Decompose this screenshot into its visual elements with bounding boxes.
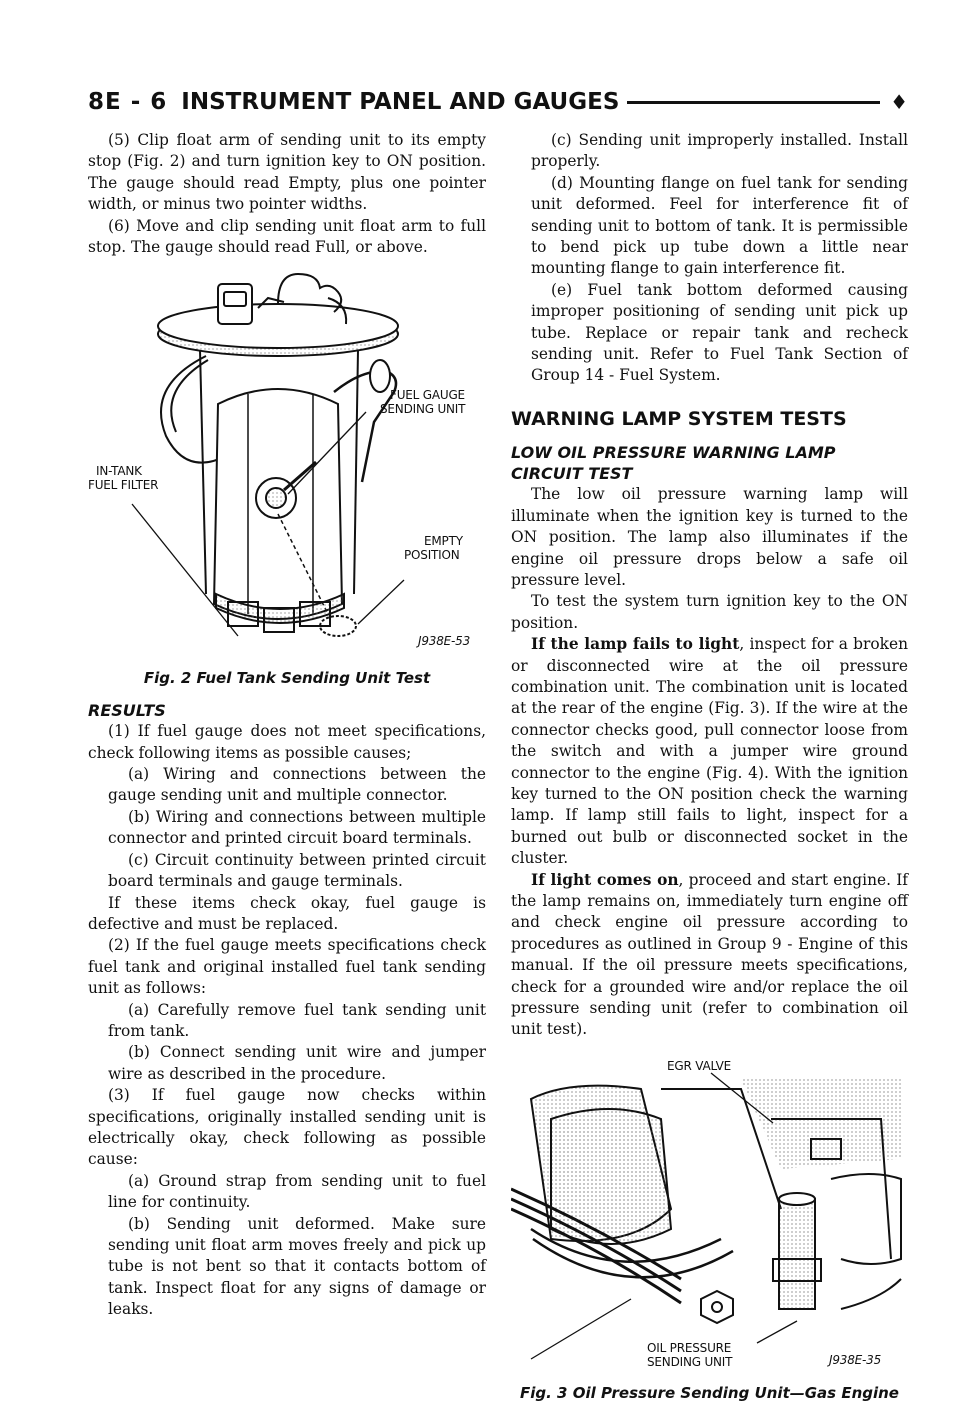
- figure-2-caption: Fig. 2 Fuel Tank Sending Unit Test: [143, 669, 431, 688]
- result-1c: (c) Circuit continuity between printed circuit board terminals and gauge terminals.: [108, 850, 486, 891]
- warning-para-3-lead: If the lamp fails to light: [531, 635, 740, 654]
- label-egr-valve: EGR VALVE: [667, 1058, 732, 1073]
- step-6: (6) Move and clip sending unit float arm to full stop. The gauge should read Full, or above.: [88, 216, 486, 257]
- label-empty: EMPTY: [424, 534, 463, 549]
- sub-heading-line-1: LOW OIL PRESSURE WARNING LAMP: [511, 443, 836, 463]
- warning-para-2: To test the system turn ignition key to the ON position.: [511, 592, 908, 632]
- result-3e: (e) Fuel tank bottom deformed causing improper positioning of sending unit pick up tube. Replace or repair tank and recheck sending unit. Refer to Fuel Tank Section of Group 14 - Fuel System.: [531, 280, 908, 385]
- diamond-icon: ♦: [890, 90, 908, 114]
- left-column: [88, 130, 486, 1321]
- result-2: (2) If the fuel gauge meets specifications check fuel tank and original installed fuel tank sending unit as follows:: [88, 936, 486, 998]
- figure-3: [511, 1059, 908, 1379]
- warning-para-3: [511, 634, 908, 869]
- label-fuel-gauge: FUEL GAUGE: [390, 388, 465, 403]
- result-1a: (a) Wiring and connections between the gauge sending unit and multiple connector.: [108, 765, 486, 805]
- warning-para-4-lead: If light comes on: [531, 870, 679, 889]
- result-3: (3) If fuel gauge now checks within specifications, originally installed sending unit is electrically okay, check following as possible cause:: [88, 1086, 486, 1169]
- right-column: [511, 130, 908, 1414]
- section-title: INSTRUMENT PANEL AND GAUGES: [181, 89, 620, 115]
- label-sending-unit: SENDING UNIT: [380, 402, 466, 417]
- label-oil-pressure: OIL PRESSURE: [647, 1340, 732, 1355]
- label-position: POSITION: [404, 548, 460, 563]
- figure-2: [88, 264, 486, 664]
- result-1d: If these items check okay, fuel gauge is defective and must be replaced.: [88, 893, 486, 933]
- warning-para-1: The low oil pressure warning lamp will illuminate when the ignition key is turned to the ON position. The lamp also illuminates if the engine oil pressure drops below a safe oil pressure level.: [511, 485, 908, 589]
- figure-3-caption: Fig. 3 Oil Pressure Sending Unit—Gas Engine: [520, 1383, 899, 1402]
- result-1b: (b) Wiring and connections between multiple connector and printed circuit board terminals.: [108, 807, 486, 848]
- result-3d: (d) Mounting flange on fuel tank for sending unit deformed. Feel for interference fit of sending unit to bottom of tank. It is permissible to bend pick up tube down a little near mounting flange to gain interference fit.: [531, 173, 908, 278]
- results-heading: RESULTS: [88, 700, 166, 720]
- warning-para-4: [511, 870, 908, 1041]
- step-5: (5) Clip float arm of sending unit to its empty stop (Fig. 2) and turn ignition key to ON position. The gauge should read Empty, plus one pointer width, or minus two pointer widths.: [88, 131, 486, 214]
- page-header: [88, 82, 908, 122]
- result-1: (1) If fuel gauge does not meet specifications, check following items as possible causes;: [88, 722, 486, 762]
- figure-3-code: J938E-35: [829, 1352, 882, 1367]
- result-2b: (b) Connect sending unit wire and jumper wire as described in the procedure.: [108, 1043, 486, 1083]
- header-rule: [627, 101, 880, 104]
- sub-heading-line-2: CIRCUIT TEST: [511, 464, 633, 484]
- warning-para-4-text: , proceed and start engine. If the lamp remains on, immediately turn engine off and check engine oil pressure according to procedures as outlined in Group 9 - Engine of this manual. If the oil pressure meets specifications, check for a grounded wire and/or replace the oil pressure sending unit (refer to combination oil unit test).: [511, 870, 909, 1039]
- label-in-tank: IN-TANK: [96, 464, 142, 479]
- oil-pressure-sending-unit-illustration: [511, 1059, 908, 1379]
- label-fuel-filter: FUEL FILTER: [88, 478, 159, 493]
- label-sending-unit-2: SENDING UNIT: [647, 1354, 733, 1369]
- page-number: 8E - 6: [88, 89, 168, 115]
- result-3a: (a) Ground strap from sending unit to fuel line for continuity.: [108, 1171, 486, 1212]
- result-3c: (c) Sending unit improperly installed. Install properly.: [531, 131, 908, 171]
- fuel-sending-unit-illustration: [88, 264, 486, 664]
- section-heading: WARNING LAMP SYSTEM TESTS: [511, 407, 847, 430]
- figure-code: J938E-53: [418, 634, 471, 649]
- warning-para-3-text: , inspect for a broken or disconnected wire at the oil pressure combination unit. The combination unit is located at the rear of the engine (Fig. 3). If the wire at the connector checks good, pull connector loose from the switch and with a jumper wire ground connector to the engine (Fig. 4). With the ignition key turned to the ON position check the warning lamp. If lamp still fails to light, inspect for a burned out bulb or disconnected socket in the cluster.: [511, 635, 908, 868]
- result-3b: (b) Sending unit deformed. Make sure sending unit float arm moves freely and pick up tube is not bent so that it contacts bottom of tank. Inspect float for any signs of damage or leaks.: [108, 1214, 486, 1319]
- result-2a: (a) Carefully remove fuel tank sending unit from tank.: [108, 1000, 486, 1040]
